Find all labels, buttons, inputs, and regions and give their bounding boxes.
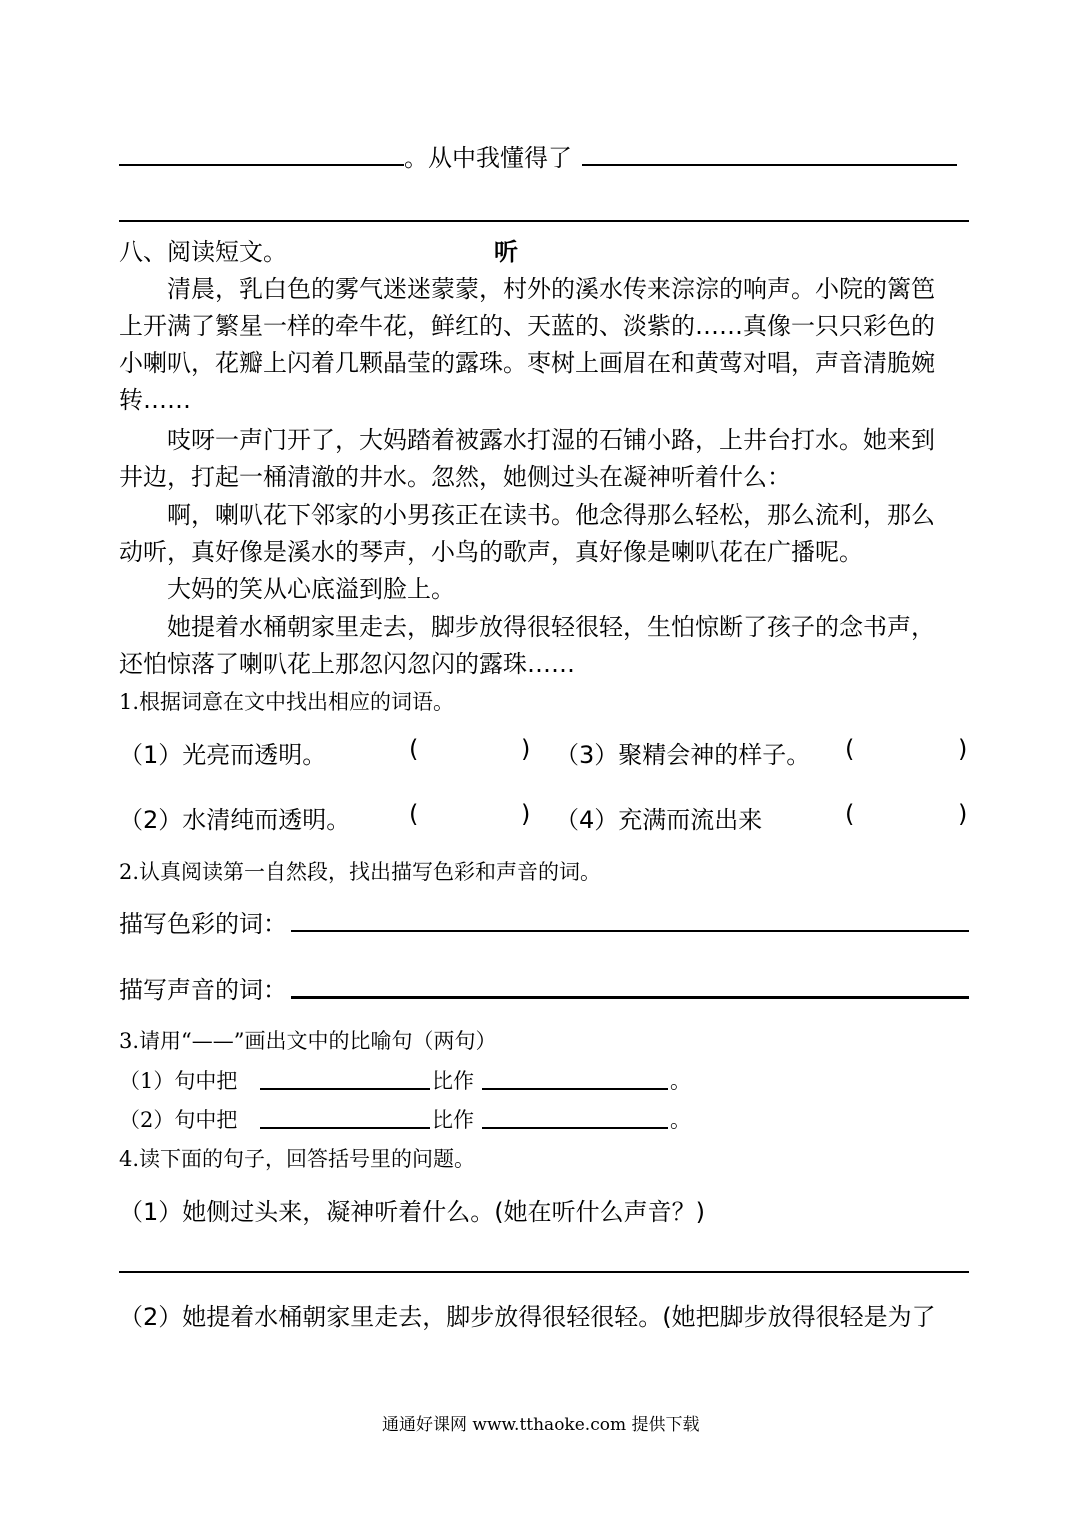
question-4-prompt: 4.读下面的句子，回答括号里的问题。 [119, 1147, 476, 1171]
answer-blank [482, 1088, 668, 1090]
passage-line: 井边，打起一桶清澈的井水。忽然，她侧过头在凝神听着什么： [119, 463, 791, 491]
q3-row1-compare: 比作 [432, 1069, 474, 1093]
question-3-prompt: 3.请用“——”画出文中的比喻句（两句） [119, 1029, 497, 1053]
passage-title: 听 [494, 238, 518, 266]
answer-line [119, 1271, 969, 1273]
answer-line [119, 220, 969, 222]
open-paren: ( [409, 735, 419, 763]
close-paren: ) [521, 735, 531, 763]
passage-line: 大妈的笑从心底溢到脸上。 [167, 575, 455, 603]
answer-blank [482, 1127, 668, 1129]
q3-row1-end: 。 [670, 1069, 691, 1093]
passage-line: 她提着水桶朝家里走去，脚步放得很轻很轻，生怕惊断了孩子的念书声， [167, 613, 935, 641]
passage-line: 上开满了繁星一样的牵牛花，鲜红的、天蓝的、淡紫的……真像一只只彩色的 [119, 312, 935, 340]
top-sentence-fragment: 。从中我懂得了 [404, 144, 572, 172]
answer-blank [119, 164, 404, 166]
close-paren: ) [958, 800, 968, 828]
page-footer: 通通好课网 www.tthaoke.com 提供下载 [382, 1415, 700, 1435]
answer-blank [582, 164, 957, 166]
question-2-prompt: 2.认真阅读第一自然段，找出描写色彩和声音的词。 [119, 860, 602, 884]
q1-item-label: （1）光亮而透明。 [119, 741, 327, 769]
answer-blank [260, 1088, 430, 1090]
passage-line: 小喇叭，花瓣上闪着几颗晶莹的露珠。枣树上画眉在和黄莺对唱，声音清脆婉 [119, 349, 935, 377]
passage-line: 啊，喇叭花下邻家的小男孩正在读书。他念得那么轻松，那么流利，那么 [167, 501, 935, 529]
passage-line: 转…… [119, 386, 191, 414]
q4-sentence-1: （1）她侧过头来，凝神听着什么。(她在听什么声音？) [119, 1198, 705, 1226]
color-words-label: 描写色彩的词： [119, 910, 287, 938]
question-1-prompt: 1.根据词意在文中找出相应的词语。 [119, 690, 455, 714]
open-paren: ( [409, 800, 419, 828]
q1-item-label: （2）水清纯而透明。 [119, 806, 351, 834]
passage-line: 还怕惊落了喇叭花上那忽闪忽闪的露珠…… [119, 650, 575, 678]
q1-item-label: （4）充满而流出来 [555, 806, 763, 834]
open-paren: ( [845, 800, 855, 828]
answer-line [291, 996, 969, 999]
q3-row2-end: 。 [670, 1108, 691, 1132]
answer-blank [260, 1127, 430, 1129]
close-paren: ) [958, 735, 968, 763]
q1-item-label: （3）聚精会神的样子。 [555, 741, 811, 769]
answer-line [291, 930, 969, 932]
sound-words-label: 描写声音的词： [119, 976, 287, 1004]
section-heading: 八、阅读短文。 [119, 238, 287, 266]
q4-sentence-2: （2）她提着水桶朝家里走去，脚步放得很轻很轻。(她把脚步放得很轻是为了 [119, 1303, 936, 1331]
q3-row1-prefix: （1）句中把 [119, 1069, 238, 1093]
open-paren: ( [845, 735, 855, 763]
close-paren: ) [521, 800, 531, 828]
passage-line: 动听，真好像是溪水的琴声，小鸟的歌声，真好像是喇叭花在广播呢。 [119, 538, 863, 566]
passage-line: 清晨，乳白色的雾气迷迷蒙蒙，村外的溪水传来淙淙的响声。小院的篱笆 [167, 275, 935, 303]
passage-line: 吱呀一声门开了，大妈踏着被露水打湿的石铺小路，上井台打水。她来到 [167, 426, 935, 454]
q3-row2-compare: 比作 [432, 1108, 474, 1132]
q3-row2-prefix: （2）句中把 [119, 1108, 238, 1132]
